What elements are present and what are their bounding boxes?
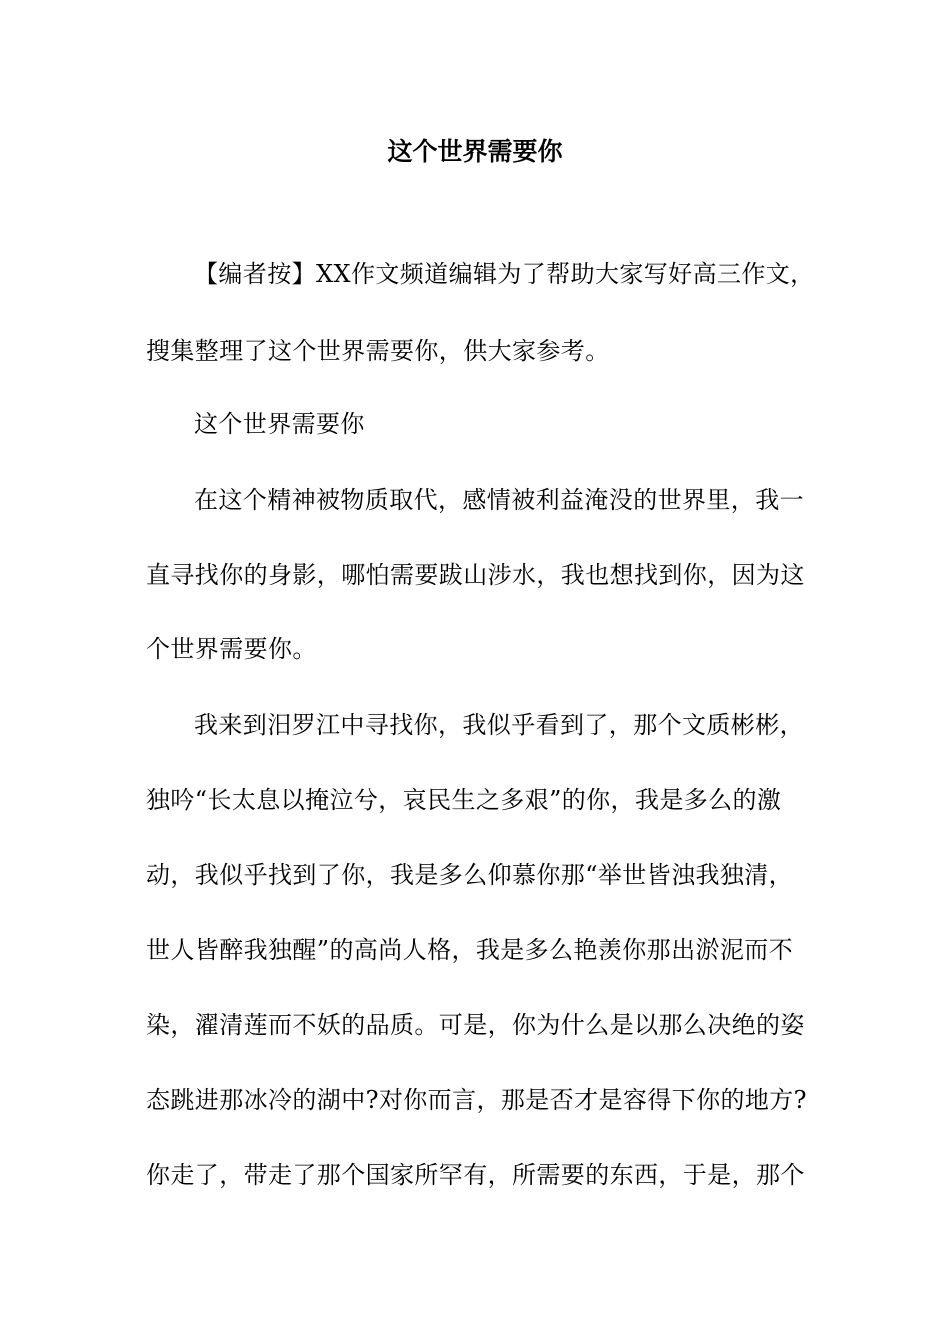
paragraph-line: 我来到汨罗江中寻找你，我似乎看到了，那个文质彬彬， (194, 711, 804, 739)
paragraph-line: 【编者按】XX作文频道编辑为了帮助大家写好高三作文， (194, 260, 815, 288)
document-title: 这个世界需要你 (387, 137, 563, 166)
paragraph-line: 独吟“长太息以掩泣兮，哀民生之多艰”的你，我是多么的激 (146, 786, 782, 814)
paragraph-line: 动，我似乎找到了你，我是多么仰慕你那“举世皆浊我独清， (146, 861, 794, 889)
paragraph-line: 态跳进那冰冷的湖中?对你而言，那是否才是容得下你的地方? (146, 1086, 807, 1114)
section-heading: 这个世界需要你 (194, 410, 365, 438)
paragraph-line: 在这个精神被物质取代，感情被利益淹没的世界里，我一 (194, 486, 804, 514)
paragraph-line: 你走了，带走了那个国家所罕有，所需要的东西，于是，那个 (146, 1161, 805, 1189)
paragraph-line: 染，濯清莲而不妖的品质。可是，你为什么是以那么决绝的姿 (146, 1011, 805, 1039)
paragraph-line: 世人皆醉我独醒”的高尚人格，我是多么艳羡你那出淤泥而不 (146, 936, 794, 964)
paragraph-line: 搜集整理了这个世界需要你，供大家参考。 (146, 337, 610, 365)
paragraph-line: 直寻找你的身影，哪怕需要跋山涉水，我也想找到你，因为这 (146, 561, 805, 589)
paragraph-line: 个世界需要你。 (146, 635, 317, 663)
